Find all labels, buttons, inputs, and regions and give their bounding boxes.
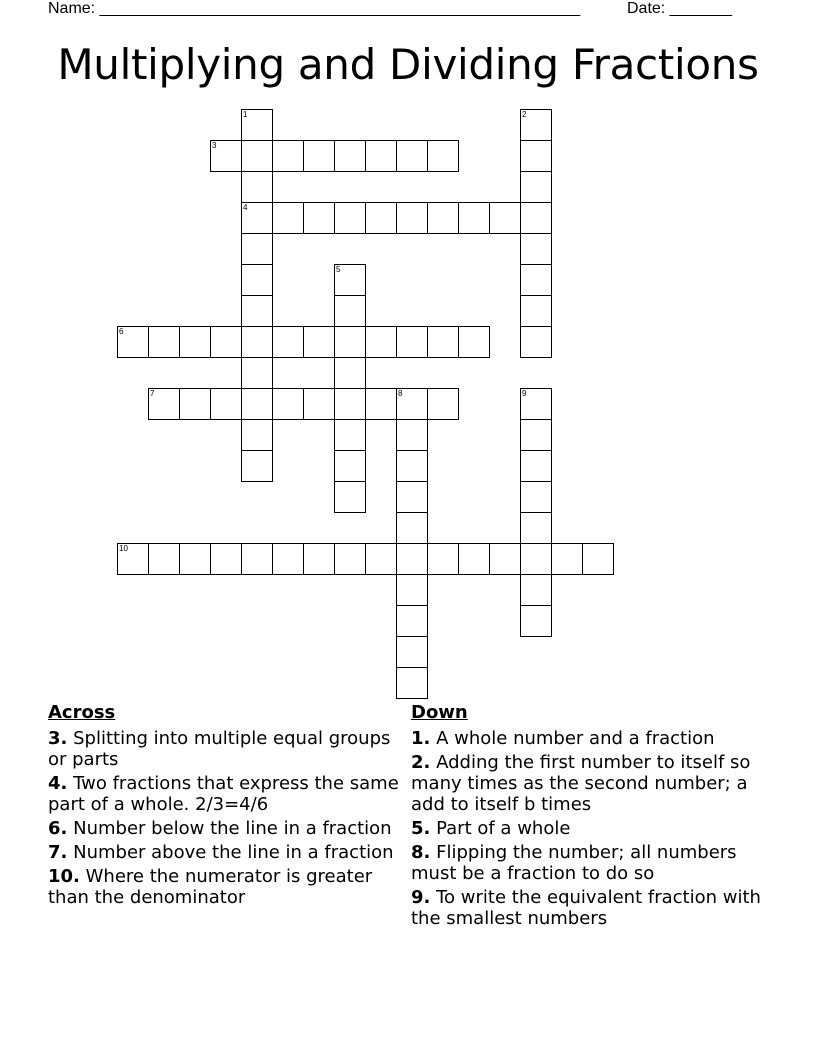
clue-number-label: 1 xyxy=(243,110,248,119)
clue-across-6: 6. Number below the line in a fraction xyxy=(48,818,392,839)
grid-cell[interactable] xyxy=(179,388,211,420)
grid-cell[interactable] xyxy=(458,326,490,358)
grid-cell[interactable] xyxy=(241,419,273,451)
grid-cell[interactable] xyxy=(427,202,459,234)
grid-cell[interactable] xyxy=(520,450,552,482)
grid-cell[interactable] xyxy=(303,202,335,234)
clue-down-5: 5. Part of a whole xyxy=(411,818,571,839)
grid-cell[interactable] xyxy=(365,388,397,420)
grid-cell[interactable] xyxy=(241,171,273,203)
grid-cell[interactable] xyxy=(551,543,583,575)
grid-cell[interactable] xyxy=(210,388,242,420)
grid-cell[interactable] xyxy=(303,388,335,420)
grid-cell[interactable] xyxy=(396,140,428,172)
grid-cell[interactable] xyxy=(520,202,552,234)
page-title: Multiplying and Dividing Fractions xyxy=(57,40,759,89)
clue-number-label: 2 xyxy=(522,110,527,119)
grid-cell[interactable] xyxy=(427,140,459,172)
grid-cell[interactable] xyxy=(148,543,180,575)
grid-cell[interactable] xyxy=(148,388,180,420)
grid-cell[interactable] xyxy=(272,202,304,234)
grid-cell[interactable] xyxy=(117,543,149,575)
grid-cell[interactable] xyxy=(241,543,273,575)
grid-cell[interactable] xyxy=(334,543,366,575)
name-field-label: Name: ______________________________________________________ xyxy=(48,0,581,17)
grid-cell[interactable] xyxy=(241,295,273,327)
grid-cell[interactable] xyxy=(334,481,366,513)
grid-cell[interactable] xyxy=(334,388,366,420)
grid-cell[interactable] xyxy=(303,326,335,358)
grid-cell[interactable] xyxy=(210,326,242,358)
grid-cell[interactable] xyxy=(458,202,490,234)
clue-down-9: 9. To write the equivalent fraction with the smallest numbers xyxy=(411,887,761,929)
grid-cell[interactable] xyxy=(210,140,242,172)
clue-down-2: 2. Adding the first number to itself so many times as the second number; a add to itself b times xyxy=(411,752,751,815)
grid-cell[interactable] xyxy=(396,605,428,637)
clue-across-7: 7. Number above the line in a fraction xyxy=(48,842,394,863)
grid-cell[interactable] xyxy=(365,202,397,234)
down-clues xyxy=(411,702,771,932)
grid-cell[interactable] xyxy=(520,109,552,141)
clue-number-label: 6 xyxy=(119,327,124,336)
grid-cell[interactable] xyxy=(241,450,273,482)
grid-cell[interactable] xyxy=(241,388,273,420)
clue-number-label: 9 xyxy=(522,389,527,398)
clue-down-1: 1. A whole number and a fraction xyxy=(411,728,715,749)
grid-cell[interactable] xyxy=(303,140,335,172)
grid-cell[interactable] xyxy=(334,202,366,234)
grid-cell[interactable] xyxy=(396,543,428,575)
grid-cell[interactable] xyxy=(334,295,366,327)
clue-across-4: 4. Two fractions that express the same part of a whole. 2/3=4/6 xyxy=(48,773,399,815)
grid-cell[interactable] xyxy=(396,667,428,699)
grid-cell[interactable] xyxy=(427,326,459,358)
grid-cell[interactable] xyxy=(489,543,521,575)
grid-cell[interactable] xyxy=(303,543,335,575)
clue-across-10: 10. Where the numerator is greater than the denominator xyxy=(48,866,373,908)
grid-cell[interactable] xyxy=(582,543,614,575)
grid-cell[interactable] xyxy=(272,543,304,575)
grid-cell[interactable] xyxy=(396,419,428,451)
grid-cell[interactable] xyxy=(334,140,366,172)
grid-cell[interactable] xyxy=(334,357,366,389)
grid-cell[interactable] xyxy=(241,264,273,296)
grid-cell[interactable] xyxy=(396,512,428,544)
grid-cell[interactable] xyxy=(427,543,459,575)
grid-cell[interactable] xyxy=(520,481,552,513)
grid-cell[interactable] xyxy=(179,326,211,358)
across-heading: Across xyxy=(48,702,116,723)
grid-cell[interactable] xyxy=(396,202,428,234)
grid-cell[interactable] xyxy=(334,264,366,296)
grid-cell[interactable] xyxy=(520,326,552,358)
grid-cell[interactable] xyxy=(520,295,552,327)
grid-cell[interactable] xyxy=(241,233,273,265)
grid-cell[interactable] xyxy=(241,140,273,172)
grid-cell[interactable] xyxy=(489,202,521,234)
clue-number-label: 7 xyxy=(150,389,155,398)
grid-cell[interactable] xyxy=(179,543,211,575)
grid-cell[interactable] xyxy=(396,574,428,606)
clue-across-3: 3. Splitting into multiple equal groups or parts xyxy=(48,728,391,770)
grid-cell[interactable] xyxy=(241,109,273,141)
grid-cell[interactable] xyxy=(272,140,304,172)
grid-cell[interactable] xyxy=(365,140,397,172)
clue-number-label: 3 xyxy=(212,141,217,150)
grid-cell[interactable] xyxy=(427,388,459,420)
grid-cell[interactable] xyxy=(334,419,366,451)
grid-cell[interactable] xyxy=(458,543,490,575)
grid-cell[interactable] xyxy=(210,543,242,575)
grid-cell[interactable] xyxy=(272,388,304,420)
grid-cell[interactable] xyxy=(520,233,552,265)
clue-number-label: 8 xyxy=(398,389,403,398)
grid-cell[interactable] xyxy=(396,326,428,358)
grid-cell[interactable] xyxy=(520,140,552,172)
grid-cell[interactable] xyxy=(117,326,149,358)
grid-cell[interactable] xyxy=(520,543,552,575)
grid-cell[interactable] xyxy=(334,326,366,358)
grid-cell[interactable] xyxy=(520,388,552,420)
grid-cell[interactable] xyxy=(334,450,366,482)
grid-cell[interactable] xyxy=(396,636,428,668)
grid-cell[interactable] xyxy=(520,512,552,544)
clue-number-label: 4 xyxy=(243,203,248,212)
grid-cell[interactable] xyxy=(241,202,273,234)
down-heading: Down xyxy=(411,702,468,723)
grid-cell[interactable] xyxy=(396,481,428,513)
grid-cell[interactable] xyxy=(365,326,397,358)
grid-cell[interactable] xyxy=(520,605,552,637)
clue-number-label: 5 xyxy=(336,265,341,274)
grid-cell[interactable] xyxy=(520,419,552,451)
grid-cell[interactable] xyxy=(365,543,397,575)
date-field-label: Date: _______ xyxy=(627,0,732,17)
grid-cell[interactable] xyxy=(241,357,273,389)
clue-down-8: 8. Flipping the number; all numbers must be a fraction to do so xyxy=(411,842,737,884)
grid-cell[interactable] xyxy=(396,450,428,482)
grid-cell[interactable] xyxy=(520,264,552,296)
across-clues xyxy=(48,702,403,911)
grid-cell[interactable] xyxy=(272,326,304,358)
grid-cell[interactable] xyxy=(520,171,552,203)
grid-cell[interactable] xyxy=(396,388,428,420)
grid-cell[interactable] xyxy=(148,326,180,358)
clue-number-label: 10 xyxy=(119,544,128,553)
grid-cell[interactable] xyxy=(241,326,273,358)
grid-cell[interactable] xyxy=(520,574,552,606)
